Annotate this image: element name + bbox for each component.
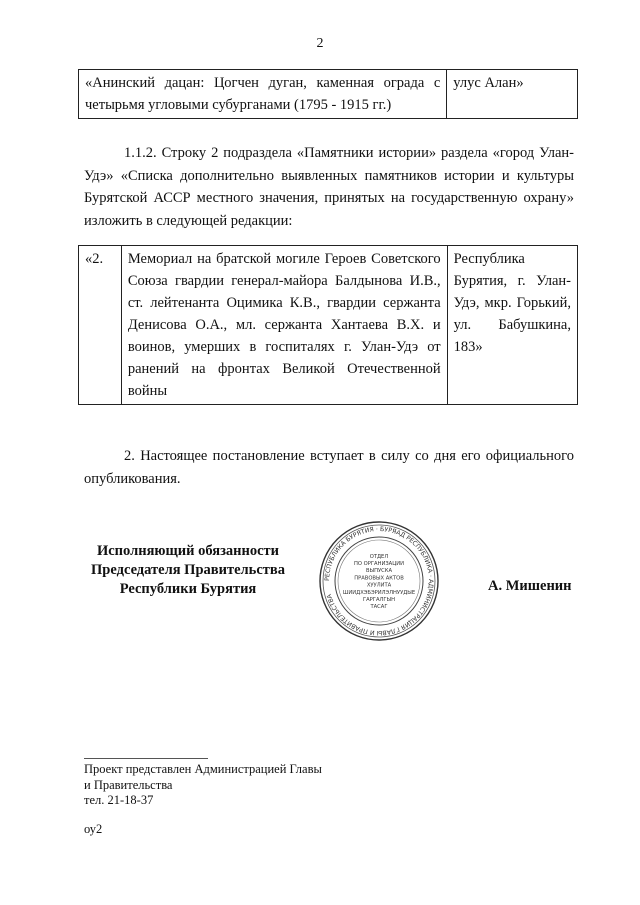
seal-center-line: ТАСАГ: [370, 604, 388, 611]
seal-center-line: ВЫПУСКА: [365, 568, 393, 575]
signatory-title-line: Председателя Правительства: [91, 562, 285, 578]
table-row: [79, 70, 578, 119]
table-row: [79, 246, 578, 405]
seal-center-line: ПРАВОВЫХ АКТОВ: [354, 575, 404, 582]
signatory-title-line: Республики Бурятия: [119, 581, 257, 597]
row-number-cell: «2.: [79, 246, 122, 405]
official-seal: [318, 520, 440, 642]
memorial-description-cell: Мемориал на братской могиле Героев Советского Союза гвардии генерал-майора Балдынова И.В., ст. лейтенанта Оцимика К.В., гвардии сержанта Денисова О.А., мл. сержанта Хантаева В.Х. и воинов, умерших в госпиталях г. Улан-Удэ от ранений на фронтах Великой Отечественной войны: [121, 246, 447, 405]
seal-center-line: ХУУЛИТА: [366, 582, 392, 589]
monument-table-previous: [78, 69, 578, 119]
seal-center-line: ПО ОРГАНИЗАЦИИ: [353, 561, 405, 567]
page-number: 2: [316, 36, 324, 51]
footnote-line: тел. 21-18-37: [84, 793, 154, 807]
amendment-paragraph: 1.1.2. Строку 2 подраздела «Памятники истории» раздела «город Улан-Удэ» «Списка дополнительно выявленных памятников истории и культуры Бурятской АССР местного значения, принятых на государственную охрану» изложить в следующей редакции:: [84, 145, 574, 229]
footnote-line: Проект представлен Администрацией Главы: [84, 762, 322, 776]
seal-ring-text: РЕСПУБЛИКА БУРЯТИЯ · БУРЯАД РЕСПУБЛИКА · АДМИНИСТРАЦИЯ ГЛАВЫ И ПРАВИТЕЛЬСТВА: [323, 525, 435, 637]
memorial-address-cell: Республика Бурятия, г. Улан-Удэ, мкр. Горький, ул. Бабушкина, 183»: [447, 246, 577, 405]
footnote-line: и Правительства: [84, 777, 173, 792]
monument-table-new: [78, 245, 578, 405]
signatory-title: [66, 542, 310, 599]
seal-center-line: ШИИДХЭБЭРИЛЭЛНУУДЫЕ: [342, 589, 416, 596]
seal-center-line: ГАРГАЛГЫН: [362, 597, 396, 603]
monument-location-cell: улус Алан»: [447, 70, 578, 119]
footnote: [84, 762, 322, 809]
footnote-divider: [84, 758, 208, 759]
monument-description-cell: «Анинский дацан: Цогчен дуган, каменная ограда с четырьмя угловыми субурганами (1795 - 1915 гг.): [79, 70, 447, 119]
effective-date-paragraph: 2. Настоящее постановление вступает в силу со дня его официального опубликования.: [84, 448, 574, 487]
signatory-name: А. Мишенин: [488, 578, 572, 594]
seal-center-line: ОТДЕЛ: [369, 553, 389, 560]
document-code: оу2: [84, 822, 103, 836]
signatory-title-line: Исполняющий обязанности: [96, 543, 280, 559]
